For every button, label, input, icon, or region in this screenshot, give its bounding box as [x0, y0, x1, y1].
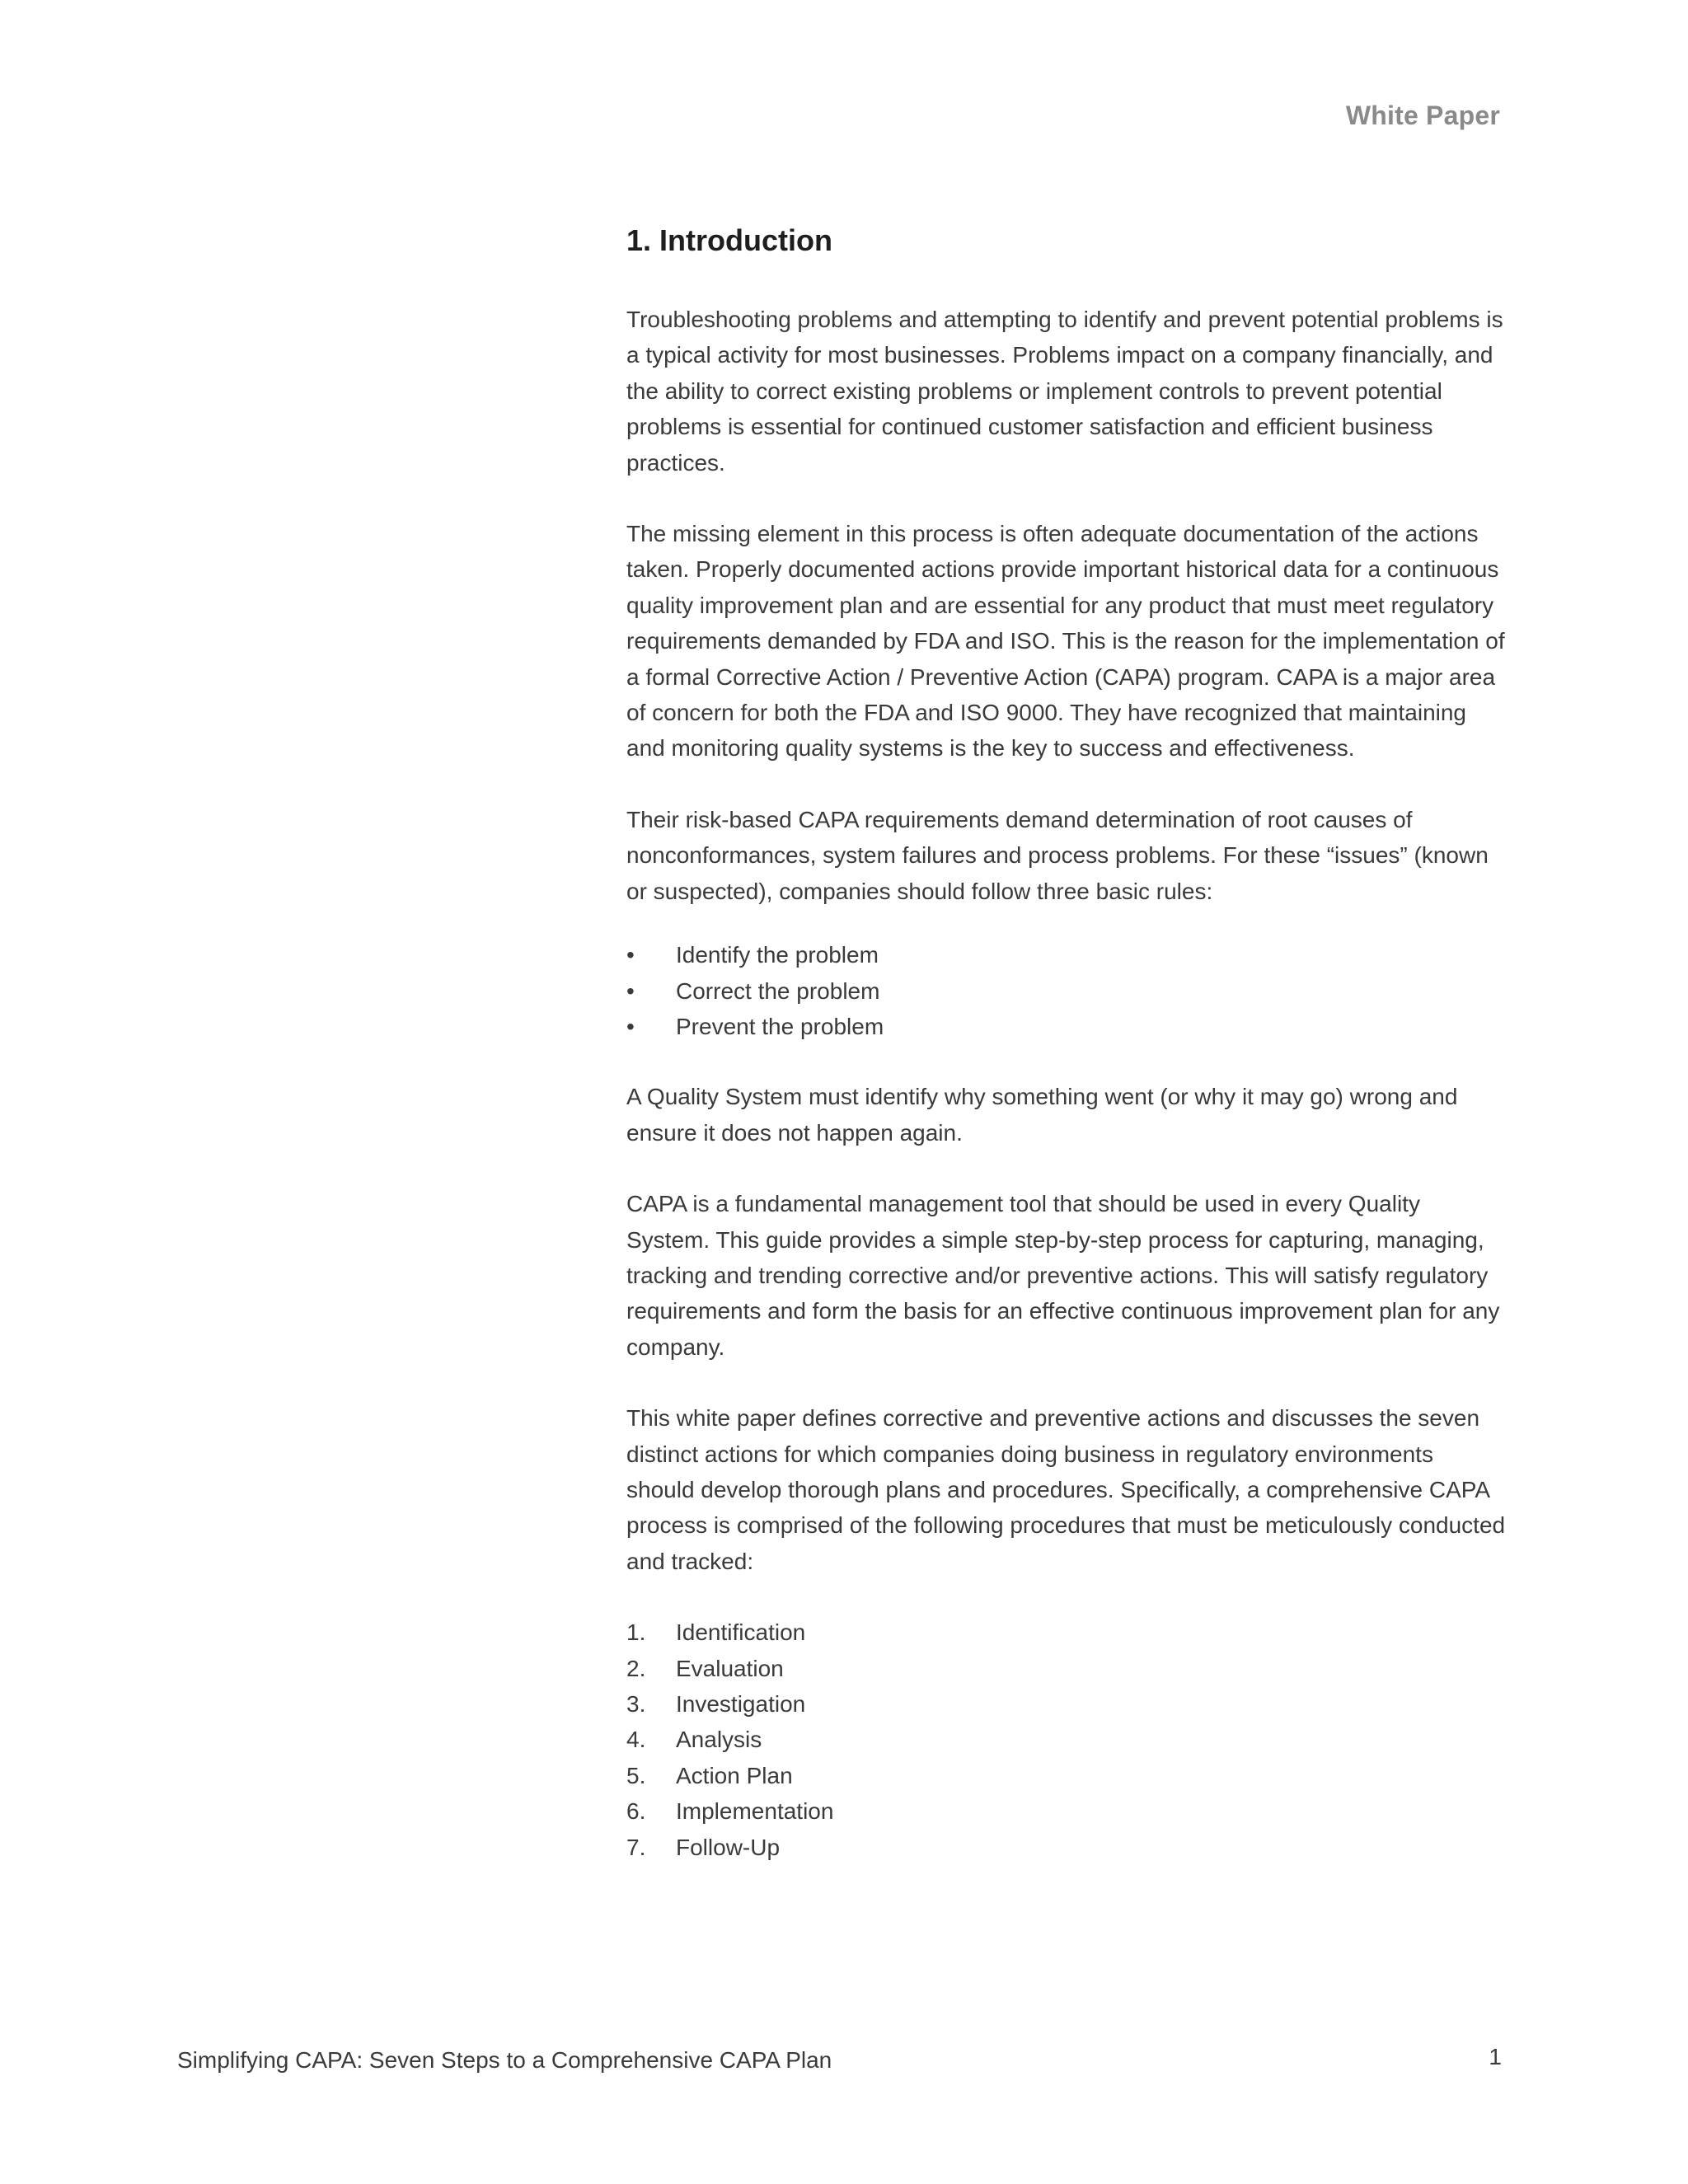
bullet-marker: •	[626, 1013, 635, 1039]
section-title: 1. Introduction	[626, 223, 832, 257]
bullet-marker: •	[626, 977, 635, 1004]
list-item	[626, 1722, 1507, 1757]
paragraph: Their risk-based CAPA requirements demand determination of root causes of nonconformances, system failures and process problems. For these “issues” (known or suspected), companies should follow three basic rules:	[626, 806, 1489, 904]
list-item	[626, 973, 1507, 1009]
list-item	[626, 1686, 1507, 1722]
list-item	[626, 1793, 1507, 1829]
bullet-marker: •	[626, 942, 635, 968]
list-item	[626, 1009, 1507, 1044]
list-item	[626, 937, 1507, 972]
list-item-text: Follow-Up	[676, 1834, 781, 1860]
list-item	[626, 1651, 1507, 1686]
list-item	[626, 1758, 1507, 1793]
paragraph: The missing element in this process is often adequate documentation of the actions taken. Properly documented actions provide important historical data for a continuous quality improvement plan and are essential for any product that must meet regulatory requirements demanded by FDA and ISO. This is the reason for the implementation of a formal Corrective Action / Preventive Action (CAPA) program. CAPA is a major area of concern for both the FDA and ISO 9000. They have recognized that maintaining and monitoring quality systems is the key to success and effectiveness.	[626, 521, 1505, 762]
header-label: White Paper	[1345, 101, 1500, 130]
main-content	[626, 221, 1507, 1900]
paragraph: A Quality System must identify why something went (or why it may go) wrong and ensure it does not happen again.	[626, 1084, 1458, 1146]
list-item-text: Correct the problem	[676, 977, 880, 1004]
footer-document-title: Simplifying CAPA: Seven Steps to a Comprehensive CAPA Plan	[177, 2047, 832, 2073]
paragraph: CAPA is a fundamental management tool that should be used in every Quality System. This guide provides a simple step-by-step process for capturing, managing, tracking and trending corrective and/or preventive actions. This will satisfy regulatory requirements and form the basis for an effective continuous improvement plan for any company.	[626, 1191, 1500, 1360]
number-marker: 1.	[626, 1619, 646, 1646]
number-marker: 5.	[626, 1762, 646, 1788]
list-item-text: Investigation	[676, 1691, 806, 1717]
list-item-text: Action Plan	[676, 1762, 793, 1788]
number-marker: 4.	[626, 1727, 646, 1753]
list-item-text: Analysis	[676, 1727, 762, 1753]
number-marker: 2.	[626, 1655, 646, 1681]
paragraph: This white paper defines corrective and preventive actions and discusses the seven distinct actions for which companies doing business in regulatory environments should develop thorough plans and procedures. Specifically, a comprehensive CAPA process is comprised of the following procedures that must be meticulously conducted and tracked:	[626, 1405, 1506, 1574]
page-number: 1	[1489, 2044, 1502, 2069]
list-item	[626, 1830, 1507, 1865]
list-item-text: Identify the problem	[676, 942, 879, 968]
number-marker: 6.	[626, 1798, 646, 1825]
rules-list	[626, 937, 1507, 1044]
list-item	[626, 1615, 1507, 1650]
number-marker: 3.	[626, 1691, 646, 1717]
number-marker: 7.	[626, 1834, 646, 1860]
procedures-list	[626, 1615, 1507, 1865]
list-item-text: Identification	[676, 1619, 806, 1646]
list-item-text: Implementation	[676, 1798, 834, 1825]
paragraph: Troubleshooting problems and attempting to identify and prevent potential problems is a typical activity for most businesses. Problems impact on a company financially, and the ability to correct existing problems or implement controls to prevent potential problems is essential for continued customer satisfaction and efficient business practices.	[626, 307, 1503, 476]
list-item-text: Evaluation	[676, 1655, 784, 1681]
list-item-text: Prevent the problem	[676, 1013, 884, 1039]
